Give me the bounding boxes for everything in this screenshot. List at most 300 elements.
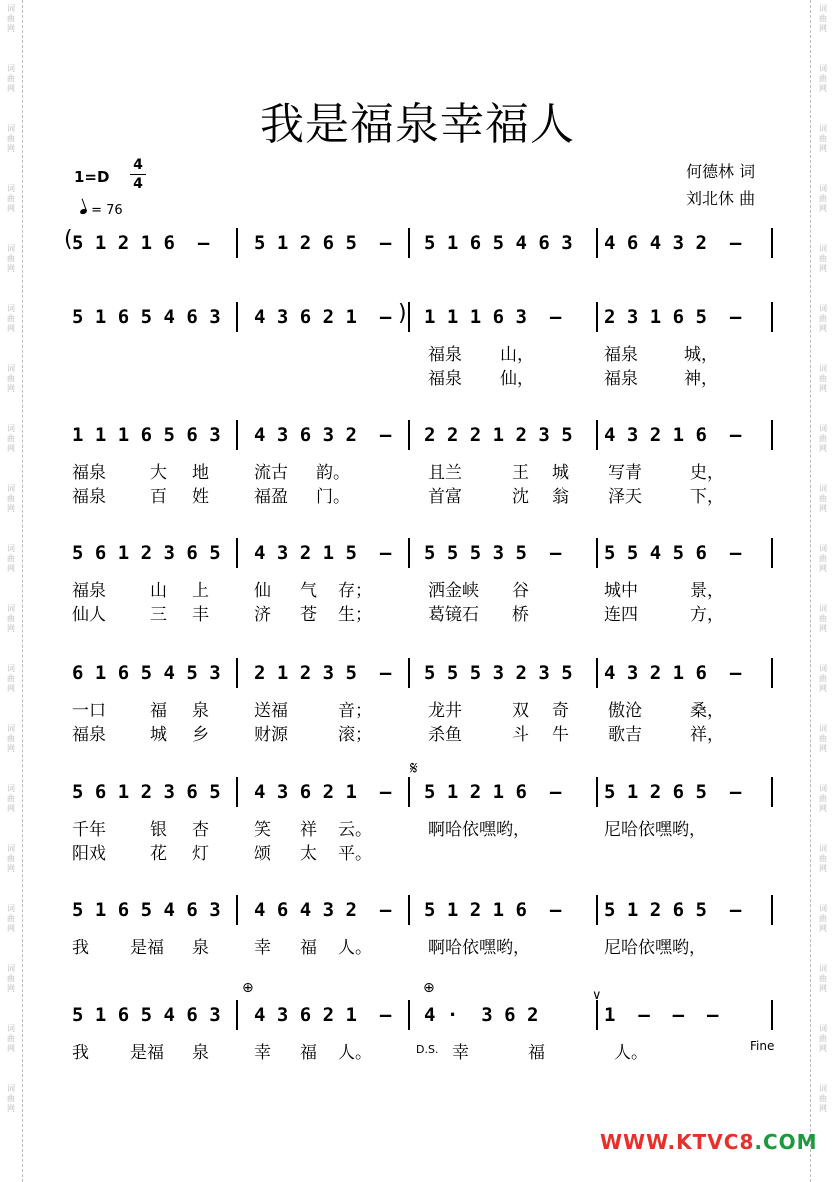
watermark-char: 词 [7, 904, 15, 913]
watermark-char: 词 [819, 184, 827, 193]
watermark-char: 网 [819, 804, 827, 813]
quarter-note-icon [79, 208, 87, 215]
watermark-char: 网 [819, 1044, 827, 1053]
watermark-char: 网 [7, 204, 15, 213]
measure: 5 1 2 6 5 – [604, 899, 742, 921]
lyric-syllable: 牛 [552, 725, 569, 745]
watermark-char: 词 [819, 424, 827, 433]
watermark-char: 曲 [819, 914, 827, 923]
watermark-group [819, 484, 827, 544]
measure: 4 3 6 3 2 – [254, 424, 392, 446]
lyric-syllable: 祥， [690, 725, 724, 745]
watermark-char: 曲 [819, 614, 827, 623]
watermark-char: 曲 [7, 614, 15, 623]
watermark-group [819, 184, 827, 244]
barline [771, 228, 773, 258]
watermark-char: 词 [7, 304, 15, 313]
watermark-group [7, 904, 15, 964]
watermark-char: 网 [819, 564, 827, 573]
measure: 5 1 6 5 4 6 3 [72, 899, 221, 921]
barline [408, 420, 410, 450]
lyric-syllable: 歌吉 [608, 725, 642, 745]
measure: 5 1 6 5 4 6 3 [72, 1004, 221, 1026]
lyric-syllable: 我 [72, 938, 89, 958]
watermark-group [7, 1024, 15, 1084]
lyric-syllable: 桑， [690, 701, 724, 721]
time-signature-bottom: 4 [133, 176, 143, 192]
watermark-group [7, 4, 15, 64]
watermark-group [7, 664, 15, 724]
footer-www: WWW. [600, 1130, 677, 1154]
lyric-syllable: 仙， [500, 369, 534, 389]
lyric-syllable: 滚； [338, 725, 372, 745]
lyric-syllable: 财源 [254, 725, 288, 745]
measure: 5 5 4 5 6 – [604, 542, 742, 564]
lyric-syllable: 气 [300, 581, 317, 601]
watermark-char: 词 [819, 904, 827, 913]
barline [596, 895, 598, 925]
measure: 5 1 2 1 6 – [424, 899, 562, 921]
lyric-syllable: 是福 [130, 938, 164, 958]
barline [236, 895, 238, 925]
watermark-char: 曲 [819, 314, 827, 323]
watermark-char: 网 [819, 324, 827, 333]
lyric-syllable: 且兰 [428, 463, 462, 483]
watermark-group [819, 664, 827, 724]
left-margin-watermark [0, 0, 23, 1182]
lyric-syllable: 双 [512, 701, 529, 721]
measure: 5 1 6 5 4 6 3 [72, 306, 221, 328]
watermark-char: 网 [7, 624, 15, 633]
watermark-group [819, 424, 827, 484]
watermark-char: 网 [7, 504, 15, 513]
lyric-syllable: 人。 [338, 1043, 372, 1063]
watermark-char: 词 [819, 4, 827, 13]
measure: 5 1 2 1 6 – [424, 781, 562, 803]
barline [771, 895, 773, 925]
lyric-syllable: 韵。 [316, 463, 350, 483]
lyric-syllable: 泽天 [608, 487, 642, 507]
barline [408, 1000, 410, 1030]
footer-domain: .COM [754, 1130, 818, 1154]
watermark-char: 曲 [7, 74, 15, 83]
measure: 1 1 1 6 5 6 3 [72, 424, 221, 446]
lyric-syllable: 济 [254, 605, 271, 625]
time-signature [130, 158, 146, 191]
watermark-group [819, 784, 827, 844]
lyric-syllable: 福 [300, 938, 317, 958]
watermark-char: 词 [819, 604, 827, 613]
watermark-char: 曲 [7, 254, 15, 263]
lyric-syllable: 平。 [338, 844, 372, 864]
barline [771, 1000, 773, 1030]
watermark-group [7, 484, 15, 544]
watermark-char: 网 [7, 804, 15, 813]
watermark-char: 词 [7, 604, 15, 613]
watermark-char: 词 [819, 844, 827, 853]
watermark-group [7, 544, 15, 604]
watermark-char: 词 [819, 364, 827, 373]
watermark-char: 曲 [7, 494, 15, 503]
watermark-char: 词 [7, 484, 15, 493]
barline [408, 228, 410, 258]
watermark-group [819, 1024, 827, 1084]
watermark-char: 词 [819, 484, 827, 493]
measure: 2 3 1 6 5 – [604, 306, 742, 328]
tempo-value: = 76 [91, 203, 123, 218]
repeat-open-paren: ( [64, 227, 73, 252]
lyric-syllable: 傲沧 [608, 701, 642, 721]
watermark-char: 曲 [819, 974, 827, 983]
lyric-syllable: 大 [150, 463, 167, 483]
tempo-marking [80, 203, 123, 218]
lyric-syllable: 仙 [254, 581, 271, 601]
barline [236, 302, 238, 332]
lyric-syllable: 谷 [512, 581, 529, 601]
watermark-group [7, 604, 15, 664]
watermark-char: 网 [7, 864, 15, 873]
watermark-char: 曲 [819, 194, 827, 203]
footer-brand: KTVC8 [676, 1130, 755, 1154]
barline [596, 1000, 598, 1030]
watermark-char: 曲 [7, 1034, 15, 1043]
watermark-char: 网 [819, 624, 827, 633]
lyric-syllable: 福泉 [72, 725, 106, 745]
watermark-group [7, 184, 15, 244]
watermark-group [7, 784, 15, 844]
watermark-char: 网 [819, 84, 827, 93]
barline [408, 302, 410, 332]
measure: 5 1 2 6 5 – [254, 232, 392, 254]
watermark-group [819, 544, 827, 604]
lyric-syllable: 笑 [254, 820, 271, 840]
measure: 5 6 1 2 3 6 5 [72, 542, 221, 564]
lyric-syllable: 太 [300, 844, 317, 864]
watermark-group [819, 4, 827, 64]
watermark-char: 词 [7, 244, 15, 253]
watermark-char: 词 [819, 304, 827, 313]
lyric-syllable: 丰 [192, 605, 209, 625]
lyric-syllable: 沈 [512, 487, 529, 507]
lyric-syllable: 神， [684, 369, 718, 389]
measure: 5 1 2 1 6 – [72, 232, 210, 254]
lyric-syllable: 福泉 [72, 487, 106, 507]
lyric-syllable: 是福 [130, 1043, 164, 1063]
lyric-syllable: 送福 [254, 701, 288, 721]
watermark-char: 曲 [7, 734, 15, 743]
lyric-syllable: 方， [690, 605, 724, 625]
lyric-syllable: 城， [684, 345, 718, 365]
lyric-syllable: 泉 [192, 938, 209, 958]
lyric-syllable: 翁 [552, 487, 569, 507]
lyric-syllable: 苍 [300, 605, 317, 625]
watermark-group [819, 244, 827, 304]
watermark-char: 曲 [7, 674, 15, 683]
measure: 4 3 2 1 6 – [604, 424, 742, 446]
watermark-char: 词 [7, 1024, 15, 1033]
watermark-char: 网 [7, 744, 15, 753]
lyric-syllable: 银 [150, 820, 167, 840]
lyric-syllable: 幸 [254, 938, 271, 958]
watermark-char: 词 [7, 784, 15, 793]
lyric-syllable: 乡 [192, 725, 209, 745]
lyric-syllable: 颂 [254, 844, 271, 864]
lyric-syllable: 姓 [192, 487, 209, 507]
breath-mark-icon: ∨ [592, 988, 602, 1003]
measure: 4 · 3 6 2 [424, 1004, 539, 1026]
lyric-syllable: 景， [690, 581, 724, 601]
lyric-syllable: 灯 [192, 844, 209, 864]
right-margin-watermark [810, 0, 835, 1182]
barline [236, 420, 238, 450]
watermark-char: 曲 [7, 14, 15, 23]
watermark-group [819, 364, 827, 424]
watermark-char: 网 [819, 24, 827, 33]
watermark-char: 网 [819, 984, 827, 993]
watermark-char: 词 [819, 64, 827, 73]
watermark-char: 网 [7, 1044, 15, 1053]
watermark-char: 词 [819, 244, 827, 253]
watermark-char: 词 [819, 124, 827, 133]
barline [408, 895, 410, 925]
watermark-char: 网 [819, 1104, 827, 1113]
watermark-char: 曲 [7, 134, 15, 143]
watermark-char: 曲 [7, 194, 15, 203]
lyric-syllable: 人。 [614, 1043, 648, 1063]
watermark-char: 曲 [7, 554, 15, 563]
watermark-group [7, 364, 15, 424]
barline [596, 302, 598, 332]
lyric-syllable: 山， [500, 345, 534, 365]
watermark-char: 曲 [819, 374, 827, 383]
lyric-syllable: 尼哈依嘿哟， [604, 820, 706, 840]
watermark-char: 词 [819, 1084, 827, 1093]
measure: 6 1 6 5 4 5 3 [72, 662, 221, 684]
watermark-char: 网 [819, 504, 827, 513]
lyric-syllable: 流古 [254, 463, 288, 483]
watermark-group [7, 244, 15, 304]
key-signature: 1=D [74, 168, 110, 186]
lyric-syllable: 城中 [604, 581, 638, 601]
watermark-char: 曲 [7, 314, 15, 323]
lyric-syllable: 城 [150, 725, 167, 745]
watermark-char: 网 [819, 864, 827, 873]
watermark-char: 曲 [7, 794, 15, 803]
lyric-syllable: 杀鱼 [428, 725, 462, 745]
watermark-char: 曲 [7, 374, 15, 383]
watermark-char: 词 [7, 4, 15, 13]
watermark-group [819, 1084, 827, 1144]
watermark-group [819, 604, 827, 664]
watermark-char: 词 [819, 664, 827, 673]
watermark-char: 词 [7, 424, 15, 433]
watermark-char: 网 [7, 564, 15, 573]
lyric-syllable: 福 [300, 1043, 317, 1063]
lyric-syllable: 阳戏 [72, 844, 106, 864]
barline [236, 658, 238, 688]
lyric-syllable: 洒金峡 [428, 581, 479, 601]
lyric-syllable: 一口 [72, 701, 106, 721]
barline [236, 1000, 238, 1030]
barline [771, 538, 773, 568]
watermark-group [819, 724, 827, 784]
watermark-char: 网 [819, 384, 827, 393]
measure: 4 6 4 3 2 – [254, 899, 392, 921]
lyric-syllable: 桥 [512, 605, 529, 625]
watermark-group [7, 424, 15, 484]
lyric-syllable: 连四 [604, 605, 638, 625]
lyric-syllable: 云。 [338, 820, 372, 840]
watermark-char: 网 [819, 204, 827, 213]
watermark-group [7, 724, 15, 784]
lyric-syllable: 王 [512, 463, 529, 483]
barline [596, 777, 598, 807]
watermark-char: 词 [7, 364, 15, 373]
barline [596, 658, 598, 688]
lyric-syllable: 福 [150, 701, 167, 721]
watermark-char: 网 [819, 924, 827, 933]
watermark-char: 词 [7, 124, 15, 133]
fine-label: Fine [750, 1039, 775, 1053]
lyric-syllable: 存； [338, 581, 372, 601]
watermark-char: 曲 [819, 74, 827, 83]
watermark-char: 网 [7, 24, 15, 33]
ds-label: D.S. [416, 1043, 439, 1056]
watermark-char: 词 [7, 844, 15, 853]
barline [408, 777, 410, 807]
measure: 4 3 2 1 6 – [604, 662, 742, 684]
lyric-syllable: 千年 [72, 820, 106, 840]
barline [596, 228, 598, 258]
watermark-char: 网 [7, 84, 15, 93]
watermark-char: 网 [819, 444, 827, 453]
measure: 4 3 2 1 5 – [254, 542, 392, 564]
watermark-group [7, 964, 15, 1024]
watermark-char: 曲 [7, 914, 15, 923]
watermark-char: 曲 [819, 1094, 827, 1103]
measure: 5 5 5 3 2 3 5 [424, 662, 573, 684]
watermark-group [819, 964, 827, 1024]
watermark-char: 曲 [7, 1094, 15, 1103]
watermark-group [819, 844, 827, 904]
watermark-group [819, 904, 827, 964]
lyric-syllable: 我 [72, 1043, 89, 1063]
barline [236, 777, 238, 807]
watermark-char: 曲 [819, 434, 827, 443]
lyric-syllable: 奇 [552, 701, 569, 721]
lyric-syllable: 福泉 [604, 345, 638, 365]
watermark-char: 词 [7, 544, 15, 553]
lyric-syllable: 上 [192, 581, 209, 601]
composer-credit: 刘北休 曲 [686, 189, 756, 208]
watermark-group [7, 844, 15, 904]
watermark-group [7, 304, 15, 364]
watermark-char: 曲 [7, 854, 15, 863]
lyric-syllable: 福泉 [428, 345, 462, 365]
measure: 1 1 1 6 3 – [424, 306, 562, 328]
watermark-char: 网 [7, 1104, 15, 1113]
watermark-group [819, 304, 827, 364]
lyric-syllable: 幸 [254, 1043, 271, 1063]
watermark-char: 词 [819, 724, 827, 733]
watermark-char: 曲 [7, 434, 15, 443]
watermark-char: 词 [7, 184, 15, 193]
measure: 1 – – – [604, 1004, 719, 1026]
watermark-char: 曲 [7, 974, 15, 983]
barline [596, 538, 598, 568]
watermark-char: 词 [819, 964, 827, 973]
barline [771, 658, 773, 688]
lyric-syllable: 花 [150, 844, 167, 864]
watermark-char: 网 [7, 684, 15, 693]
coda-icon: ⊕ [242, 980, 254, 996]
lyric-syllable: 幸 [452, 1043, 469, 1063]
measure: 5 5 5 3 5 – [424, 542, 562, 564]
watermark-char: 网 [7, 444, 15, 453]
watermark-char: 曲 [819, 854, 827, 863]
lyric-syllable: 啊哈依嘿哟， [428, 938, 530, 958]
lyric-syllable: 福泉 [604, 369, 638, 389]
coda-icon: ⊕ [423, 980, 435, 996]
barline [236, 538, 238, 568]
barline [236, 228, 238, 258]
lyricist-credit: 何德林 词 [686, 162, 756, 181]
lyric-syllable: 啊哈依嘿哟， [428, 820, 530, 840]
watermark-char: 网 [819, 744, 827, 753]
lyric-syllable: 泉 [192, 1043, 209, 1063]
lyric-syllable: 下， [690, 487, 724, 507]
lyric-syllable: 写青 [608, 463, 642, 483]
lyric-syllable: 人。 [338, 938, 372, 958]
lyric-syllable: 生； [338, 605, 372, 625]
watermark-char: 曲 [819, 1034, 827, 1043]
watermark-char: 曲 [819, 794, 827, 803]
measure: 4 3 6 2 1 – [254, 781, 392, 803]
barline [596, 420, 598, 450]
watermark-char: 词 [7, 724, 15, 733]
watermark-char: 词 [7, 664, 15, 673]
lyric-syllable: 福泉 [428, 369, 462, 389]
watermark-char: 曲 [819, 494, 827, 503]
watermark-char: 曲 [819, 674, 827, 683]
lyric-syllable: 三 [150, 605, 167, 625]
barline [408, 658, 410, 688]
watermark-char: 曲 [819, 554, 827, 563]
song-title: 我是福泉幸福人 [260, 99, 575, 150]
watermark-char: 网 [819, 144, 827, 153]
measure: 5 1 2 6 5 – [604, 781, 742, 803]
watermark-char: 词 [819, 1024, 827, 1033]
watermark-char: 词 [7, 64, 15, 73]
lyric-syllable: 百 [150, 487, 167, 507]
watermark-char: 网 [7, 264, 15, 273]
lyric-syllable: 福 [528, 1043, 545, 1063]
lyric-syllable: 斗 [512, 725, 529, 745]
barline [771, 777, 773, 807]
watermark-char: 网 [819, 684, 827, 693]
lyric-syllable: 龙井 [428, 701, 462, 721]
watermark-char: 曲 [819, 14, 827, 23]
watermark-char: 曲 [819, 734, 827, 743]
lyric-syllable: 音； [338, 701, 372, 721]
watermark-char: 网 [7, 384, 15, 393]
lyric-syllable: 泉 [192, 701, 209, 721]
segno-icon: 𝄋 [410, 758, 418, 779]
measure: 4 3 6 2 1 – [254, 306, 392, 328]
watermark-char: 词 [7, 964, 15, 973]
measure: 2 1 2 3 5 – [254, 662, 392, 684]
watermark-char: 网 [7, 144, 15, 153]
